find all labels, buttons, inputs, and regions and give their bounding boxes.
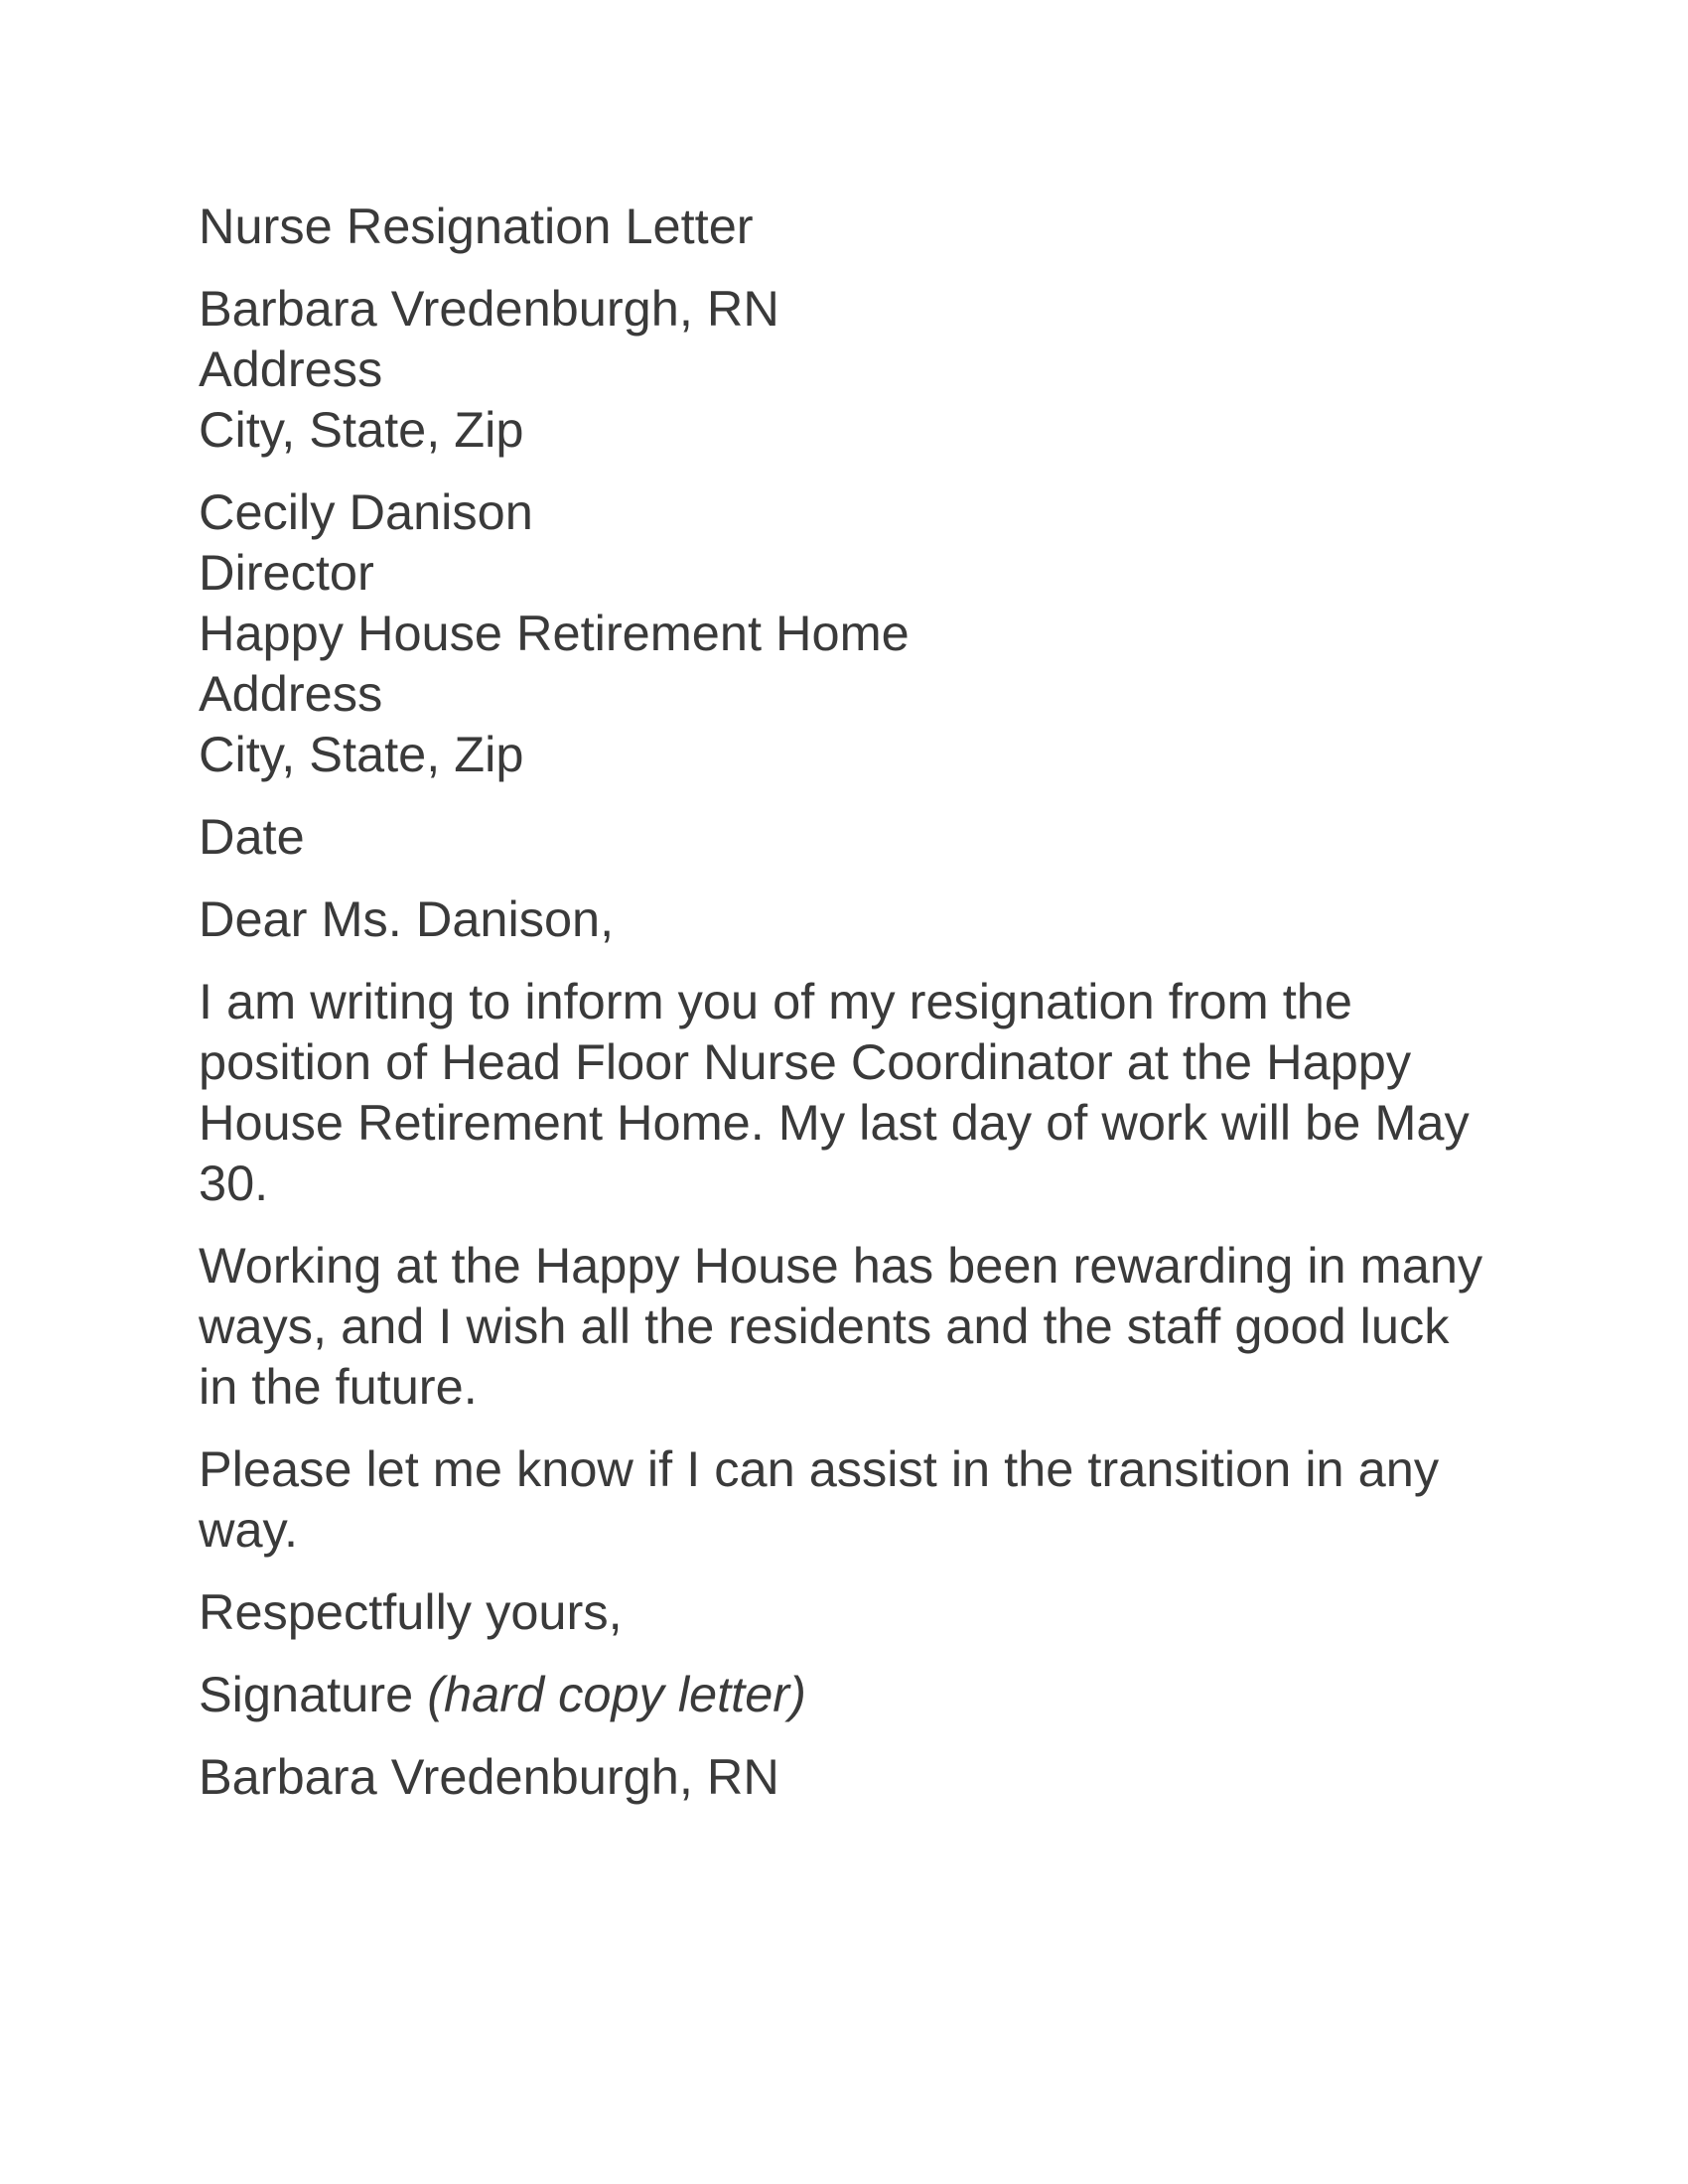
salutation-block <box>199 888 1489 949</box>
body-paragraph-3: Please let me know if I can assist in the transition in any way. <box>199 1440 1440 1558</box>
signoff-name: Barbara Vredenburgh, RN <box>199 1748 779 1805</box>
recipient-city-state-zip: City, State, Zip <box>199 726 524 782</box>
letter-page <box>199 196 1489 1829</box>
recipient-organization: Happy House Retirement Home <box>199 605 910 661</box>
signature-note: (hard copy letter) <box>427 1666 806 1722</box>
letter-title: Nurse Resignation Letter <box>199 198 754 254</box>
sender-address: Address <box>199 341 383 397</box>
recipient-title: Director <box>199 544 374 601</box>
signature-label: Signature <box>199 1666 414 1722</box>
signoff-block <box>199 1746 1489 1807</box>
recipient-address-block <box>199 481 1489 784</box>
signature-block <box>199 1664 1489 1724</box>
signature-line <box>199 1664 1489 1724</box>
recipient-address: Address <box>199 665 383 722</box>
sender-city-state-zip: City, State, Zip <box>199 401 524 458</box>
body-paragraph-1: I am writing to inform you of my resignation from the position of Head Floor Nurse Coordinator at the Happy House Retirement Home. My last day of work will be May 30. <box>199 973 1470 1211</box>
sender-address-block <box>199 278 1489 460</box>
body-paragraph-2: Working at the Happy House has been rewarding in many ways, and I wish all the residents and the staff good luck in the future. <box>199 1237 1483 1415</box>
closing-block <box>199 1581 1489 1642</box>
recipient-name: Cecily Danison <box>199 483 533 540</box>
sender-name: Barbara Vredenburgh, RN <box>199 280 779 337</box>
letter-date: Date <box>199 808 305 865</box>
letter-title-block <box>199 196 1489 256</box>
salutation: Dear Ms. Danison, <box>199 890 615 947</box>
date-block <box>199 806 1489 867</box>
closing: Respectfully yours, <box>199 1583 623 1640</box>
